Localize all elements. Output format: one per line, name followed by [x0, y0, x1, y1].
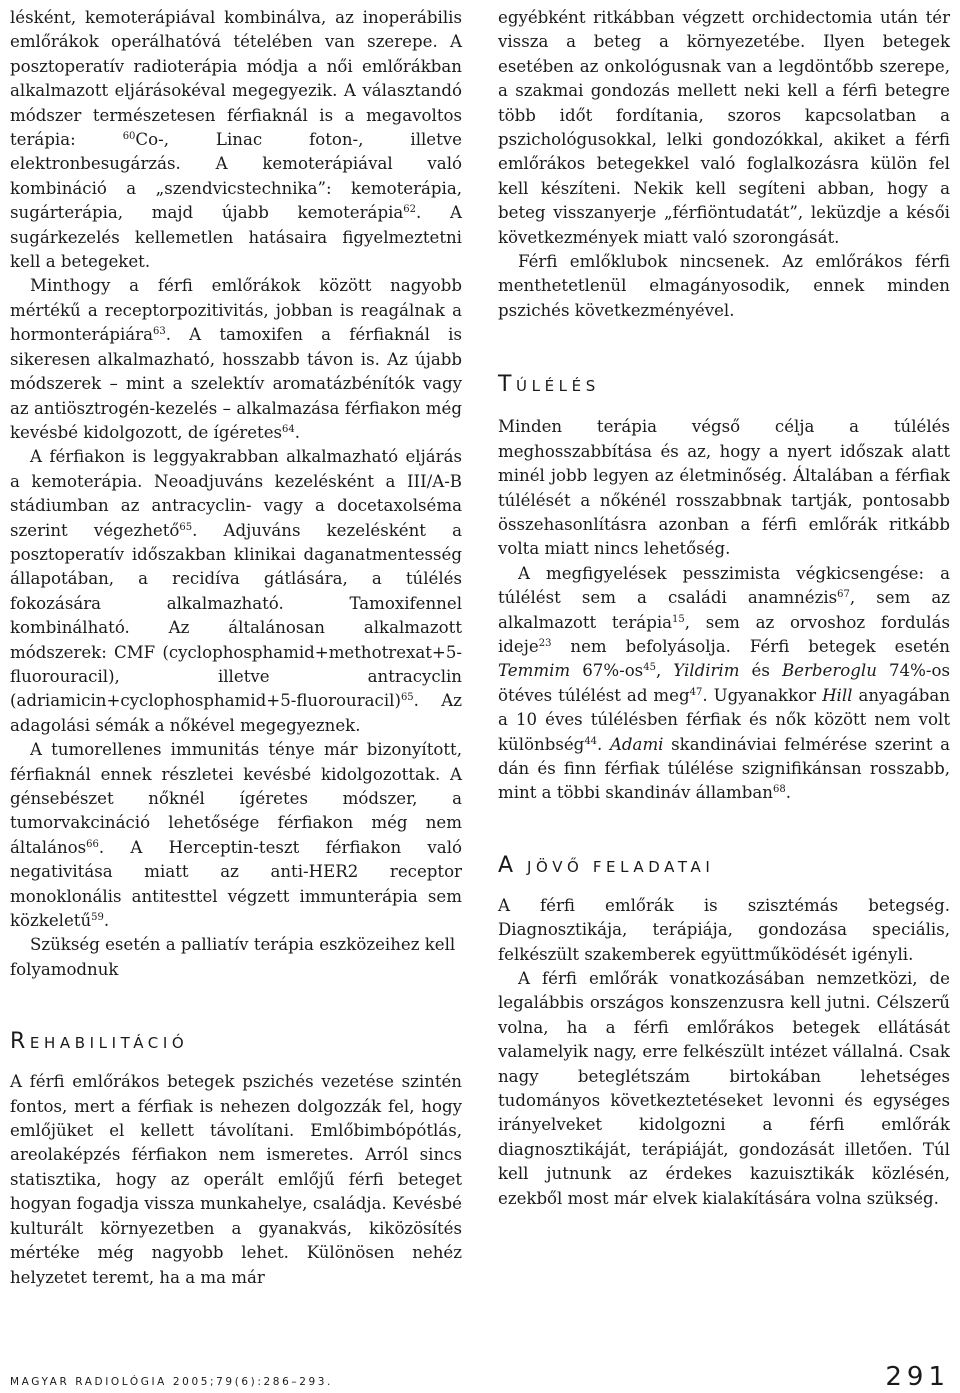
paragraph: A tumorellenes immunitás ténye már bizonyított, férfiaknál ennek részletei kevésbé kidolgozottak. A génsebészet nőknél ígéretes módszer, a tumorvakcináció lehetősége férfiakon még nem általános$^{66}$. A Herceptin-teszt férfiakon való negativitása miatt az anti-HER2 receptor monoklonális antitesttel végzett immunterápia sem közkeletű$^{59}$.: [10, 740, 462, 931]
paragraph: egyébként ritkábban végzett orchidectomia után tér vissza a beteg a környezetébe. Ilyen betegek esetében az onkológusnak van a legdöntőbb szerepe, a szakmai gondozás mellett neki kell a férfi betegre több időt fordítania, szoros kapcsolatban a pszichológusokkal, lelki gondozókkal, akiket a férfi emlőrákos betegekkel való foglalkozásra külön fel kell készíteni. Nekik kell segíteni abban, hogy a beteg visszanyerje „férfiöntudatát”, leküzdje a késői következmények miatt való szorongását.: [498, 8, 950, 247]
paragraph: A férfiakon is leggyakrabban alkalmazható eljárás a kemoterápia. Neoadjuváns kezelésként a III/A-B stádiumban az antracyclin- vagy a docetaxolséma szerint végezhető$^{65}$. Adjuváns kezelésként a posztoperatív időszakban klinikai daganatmentesség állapotában, a recidíva gátlására, a túlélés fokozására alkalmazható. Tamoxifennel kombinálható. Az általánosan alkalmazott módszerek: CMF (cyclophosphamid+methotrexat+5-fluorouracil), illetve antracyclin (adriamicin+cyclophosphamid+5-fluorouracil)$^{65}$. Az adagolási sémák a nőkével megegyeznek.: [10, 447, 462, 735]
right-column: [498, 6, 950, 1211]
section-heading-a-jovo-feladatai: A JÖVŐ FELADATAI: [498, 852, 715, 878]
paragraph: Minthogy a férfi emlőrákok között nagyobb mértékű a receptorpozitivitás, jobban is reagálnak a hormonterápiára$^{63}$. A tamoxifen a férfiaknál is sikeresen alkalmazható, hosszabb távon is. Az újabb módszerek – mint a szelektív aromatázbénítók vagy az antiösztrogén-kezelés – alkalmazása férfiakon még kevésbé kidolgozott, de ígéretes$^{64}$.: [10, 276, 462, 442]
left-column: [10, 6, 462, 1290]
section-heading-tulele: TÚLÉLÉS: [498, 372, 600, 398]
paragraph: Szükség esetén a palliatív terápia eszközeihez kell folyamodnuk: [10, 935, 456, 979]
page-footer: [10, 1364, 950, 1390]
paragraph: A férfi emlőrákos betegek pszichés vezetése szintén fontos, mert a férfiak is nehezen dolgozzák fel, hogy emlőjüket el kellett távolítani. Emlőbimbópótlás, areolaképzés férfiakon nem ismeretes. Arról sincs statisztika, hogy az operált emlőjű férfi beteget hogyan fogadja vissza munkahelye, családja. Kevésbé kulturált környezetben a gyanakvás, kiközösítés mértéke még nagyobb lehet. Különösen nehéz helyzetet teremt, ha a ma már: [10, 1072, 462, 1287]
journal-citation: MAGYAR RADIOLÓGIA 2005;79(6):286–293.: [10, 1376, 333, 1388]
paragraph: lésként, kemoterápiával kombinálva, az inoperábilis emlőrákok operálhatóvá tételében van szerepe. A posztoperatív radioterápia módja a női emlőrákban alkalmazott eljárásokéval megegyezik. A választandó módszer természetesen férfiaknál is a megavoltos terápia: $^{60}$Co-, Linac foton-, illetve elektronbesugárzás. A kemoterápiával való kombináció a „szendvicstechnika”: kemoterápia, sugárterápia, majd újabb kemoterápia$^{62}$. A sugárkezelés kellemetlen hatásaira figyelmeztetni kell a betegeket.: [10, 8, 462, 272]
paragraph: Férfi emlőklubok nincsenek. Az emlőrákos férfi menthetetlenül elmagányosodik, ennek minden pszichés következményével.: [498, 252, 950, 320]
paragraph: A férfi emlőrák is szisztémás betegség. Diagnosztikája, terápiája, gondozása speciális, felkészült szakemberek együttműködését igényli.: [498, 895, 950, 964]
paragraph: A férfi emlőrák vonatkozásában nemzetközi, de legalábbis országos konszenzusra kell jutni. Célszerű volna, ha a férfi emlőrákos betegek ellátását valamelyik nagy, erre felkészült intézet vállalná. Csak nagy beteglétszám birtokában lehetséges tudományos következtetéseket levonni és egységes irányelveket kidolgozni a férfi emlőrák diagnosztikáját, terápiáját, gondozását illetően. Túl kell jutnunk az érdekes kazuisztikák közlésén, ezekből most már elvek kialakítására volna szükség.: [498, 969, 950, 1208]
paragraph: Minden terápia végső célja a túlélés meghosszabbítása és az, hogy a nyert időszak alatt minél jobb legyen az életminőség. Általában a férfiak túlélését a nőkénél rosszabbnak tartják, pontosabb összehasonlításra azonban a férfi emlőrák ritkább volta miatt nincs lehetőség.: [498, 417, 950, 559]
page-number: 291: [885, 1362, 950, 1392]
section-heading-rehabilitacio: REHABILITÁCIÓ: [10, 1029, 189, 1055]
paragraph: A megfigyelések pesszimista végkicsengése: a túlélést sem a családi anamnézis$^{67}$, sem az alkalmazott terápia$^{15}$, sem az orvoshoz fordulás ideje$^{23}$ nem befolyásolja. Férfi betegek esetén Temmim $67\%-os^{45}$, Yildirim és Berberoglu 74%-os ötéves túlélést ad meg$^{47}$. Ugyanakkor Hill anyagában a 10 éves túlélésben férfiak és nők között nem volt különbség$^{44}$. Adami skandináviai felmérése szerint a dán és finn férfiak túlélése szignifikánsan rosszabb, mint a többi skandináv államban$^{68}$.: [498, 563, 951, 803]
